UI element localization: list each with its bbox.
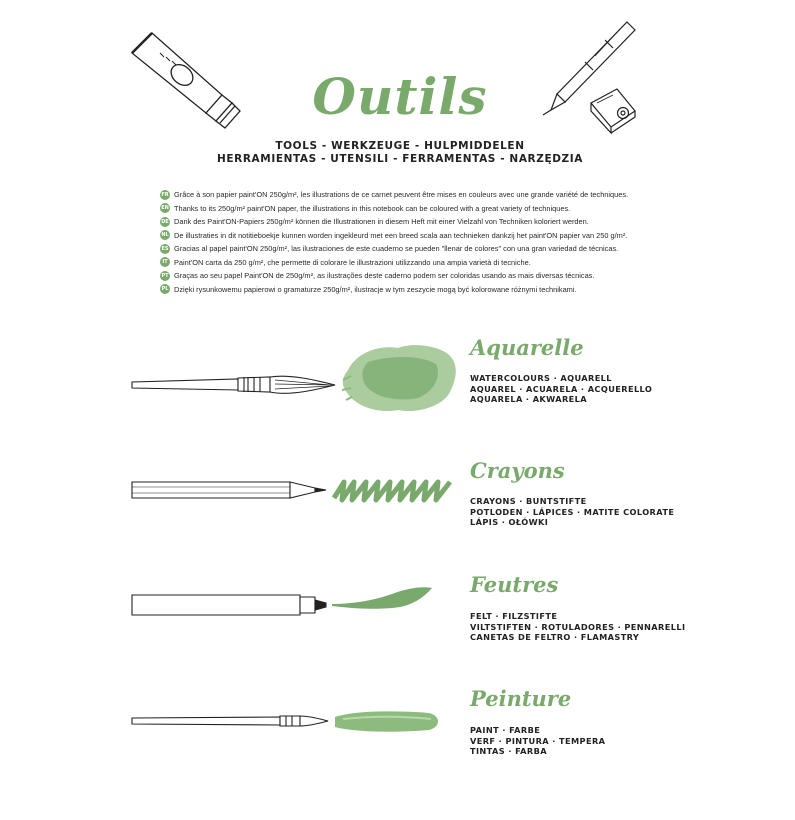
subtitle-line-2: HERRAMIENTAS - UTENSILI - FERRAMENTAS - NARZĘDZIA: [217, 153, 583, 165]
language-row-de: [160, 215, 680, 229]
language-text: Grâce à son papier paint'ON 250g/m², les illustrations de ce carnet peuvent être mises en couleurs avec une grande variété de techniques.: [174, 190, 629, 200]
paint-tube-icon: [130, 25, 250, 130]
marker-swatch: [330, 582, 435, 612]
felt-marker-icon: [130, 592, 330, 618]
watercolor-swatch: [338, 340, 463, 418]
tool-line: AQUARELA · AKWARELA: [470, 394, 588, 404]
language-badge: PT: [161, 272, 169, 279]
tool-title-aquarelle: Aquarelle: [470, 335, 584, 360]
language-row-nl: [160, 229, 680, 243]
tool-desc-feutres: [470, 611, 685, 643]
pencil-sharpener-icon: [585, 85, 640, 135]
language-badge: IT: [160, 257, 170, 267]
tool-line: FELT · FILZSTIFTE: [470, 611, 558, 621]
tool-line: VILTSTIFTEN · ROTULADORES · PENNARELLI: [470, 621, 686, 632]
paint-brush-icon: [130, 710, 330, 732]
language-text: Gracias al papel paint'ON 250g/m², las ilustraciones de este cuaderno se pueden "llenar de colores" con una gran variedad de técnicas.: [174, 244, 619, 254]
tool-title-feutres: Feutres: [470, 572, 559, 597]
tool-desc-crayons: [470, 496, 674, 528]
language-text: Thanks to its 250g/m² paint'ON paper, the illustrations in this notebook can be coloured with a great variety of techniques.: [174, 203, 571, 213]
language-row-pt: [160, 269, 680, 283]
tool-line: CANETAS DE FELTRO · FLAMASTRY: [470, 632, 640, 642]
tool-desc-aquarelle: [470, 373, 652, 405]
tool-line: CRAYONS · BUNTSTIFTE: [470, 496, 587, 506]
language-badge: ES: [161, 245, 169, 252]
tool-line: TINTAS · FARBA: [470, 746, 547, 756]
language-badge: EN: [161, 205, 169, 212]
tool-line: PAINT · FARBE: [470, 725, 541, 735]
paint-swatch: [333, 707, 443, 735]
pencil-icon: [130, 478, 330, 503]
tool-line: LÁPIS · OŁÓWKI: [470, 517, 549, 527]
language-text: Graças ao seu papel Paint'ON de 250g/m², as ilustrações deste caderno podem ser coloridas usando as mais diversas técnicas.: [174, 271, 595, 281]
language-list: [160, 188, 680, 296]
tool-line: VERF · PINTURA · TEMPERA: [470, 735, 606, 746]
language-badge: DE: [161, 218, 169, 225]
language-badge: PL: [161, 286, 169, 293]
page-title: Outils: [312, 67, 488, 126]
subtitle-line-1: TOOLS - WERKZEUGE - HULPMIDDELEN: [275, 140, 525, 152]
tool-desc-peinture: [470, 725, 605, 757]
language-text: Paint'ON carta da 250 g/m², che permette di colorare le illustrazioni utilizzando una ampia varietà di tecniche.: [174, 257, 531, 267]
tool-line: WATERCOLOURS · AQUARELL: [470, 373, 612, 383]
language-text: Dank des Paint'ON-Papiers 250g/m² können die Illustrationen in diesem Heft mit einer Vielzahl von Techniken koloriert werden.: [174, 217, 589, 227]
tool-title-crayons: Crayons: [470, 458, 565, 483]
language-row-it: [160, 256, 680, 270]
language-row-es: [160, 242, 680, 256]
tool-line: POTLODEN · LÁPICES · MATITE COLORATE: [470, 506, 675, 517]
language-row-pl: [160, 283, 680, 297]
language-text: De illustraties in dit notitieboekje kunnen worden ingekleurd met een breed scala aan technieken dankzij het paint'ON papier van 250 g/m².: [174, 230, 628, 240]
crayon-swatch: [330, 478, 455, 504]
language-badge: NL: [161, 232, 169, 239]
language-row-fr: [160, 188, 680, 202]
tool-line: AQUAREL · ACUARELA · ACQUERELLO: [470, 383, 653, 394]
language-badge: FR: [161, 191, 169, 198]
tool-title-peinture: Peinture: [470, 686, 572, 711]
watercolor-brush-icon: [130, 372, 340, 402]
language-text: Dzięki rysunkowemu papierowi o gramaturze 250g/m², ilustracje w tym zeszycie mogą być kolorowane różnymi technikami.: [174, 284, 577, 294]
language-row-en: [160, 202, 680, 216]
